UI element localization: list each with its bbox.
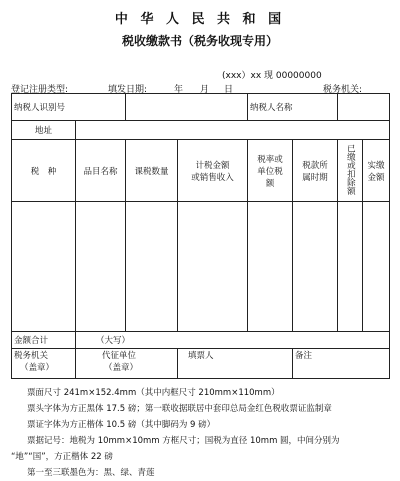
footer-line-4: 票据记号：地税为 10mm×10mm 方框尺寸；国税为直径 10mm 圆，中间分别为 xyxy=(27,436,340,446)
col-tax-period xyxy=(293,140,338,202)
footer-line-1: 票面尺寸 241m×152.4mm（其中内框尺寸 210mm×110mm） xyxy=(27,388,280,398)
total-amount-cell xyxy=(76,332,390,349)
col-actual-amount-line1: 实缴 xyxy=(367,160,385,171)
col-tax-rate-line2: 单位税 xyxy=(257,166,283,177)
cell-tax-quantity xyxy=(126,202,178,332)
footer-line-2: 票头字体为方正黑体 17.5 磅；第一联收据联居中套印总局金红色税收票证监制章 xyxy=(27,404,332,414)
issuer-cell xyxy=(178,349,293,379)
issuer-label: 填票人 xyxy=(188,351,214,361)
col-tax-rate xyxy=(248,140,293,202)
cell-item-name xyxy=(76,202,126,332)
month-label: 月 xyxy=(200,85,210,95)
col-taxable-amount-line1: 计税金额 xyxy=(195,160,230,171)
total-uppercase-label: （大写） xyxy=(96,336,131,346)
col-taxable-amount-line2: 或销售收入 xyxy=(191,172,234,183)
taxpayer-name-value xyxy=(338,94,390,121)
cell-tax-rate xyxy=(248,202,293,332)
year-label: 年 xyxy=(174,85,184,95)
taxpayer-name-label: 纳税人名称 xyxy=(248,94,338,121)
collecting-agent-line2: （盖章） xyxy=(104,363,139,373)
registration-type-label: 登记注册类型: xyxy=(11,85,69,95)
col-tax-rate-line1: 税率或 xyxy=(257,154,283,165)
col-tax-quantity: 课税数量 xyxy=(126,140,178,202)
col-actual-amount xyxy=(363,140,390,202)
total-label: 金额合计 xyxy=(12,332,76,349)
tax-authority-seal-line2: （盖章） xyxy=(20,363,55,373)
col-tax-period-line1: 税款所 xyxy=(302,160,328,171)
taxpayer-id-label: 纳税人识别号 xyxy=(12,94,126,121)
col-tax-period-line2: 属时期 xyxy=(302,172,328,183)
address-label: 地址 xyxy=(12,121,76,140)
col-tax-type: 税 种 xyxy=(12,140,76,202)
footer-line-6: 第一至三联墨色为：黑、绿、青莲 xyxy=(27,468,155,478)
cell-actual-amount xyxy=(363,202,390,332)
tax-payment-form xyxy=(11,93,390,379)
tax-authority-seal-cell xyxy=(12,349,76,379)
footer-line-5: “地”“国”，方正楷体 22 磅 xyxy=(11,452,113,462)
col-item-name: 品目名称 xyxy=(76,140,126,202)
remarks-label: 备注 xyxy=(295,351,313,361)
taxpayer-id-value xyxy=(126,94,248,121)
cell-taxable-amount xyxy=(178,202,248,332)
col-paid-deducted-text: 已缴或扣除额 xyxy=(345,143,356,195)
remarks-cell xyxy=(293,349,390,379)
collecting-agent-cell xyxy=(76,349,178,379)
country-title: 中 华 人 民 共 和 国 xyxy=(114,12,286,27)
col-actual-amount-line2: 金额 xyxy=(367,172,385,183)
fill-date-label: 填发日期: xyxy=(108,85,148,95)
col-taxable-amount xyxy=(178,140,248,202)
form-title: 税收缴款书（税务收现专用） xyxy=(121,34,278,48)
address-value xyxy=(76,121,390,140)
col-tax-rate-line3: 额 xyxy=(265,178,275,189)
cell-paid-deducted xyxy=(338,202,363,332)
cell-tax-type xyxy=(12,202,76,332)
tax-authority-label: 税务机关: xyxy=(323,85,363,95)
form-serial-number: (xxx）xx 现 00000000 xyxy=(222,71,322,81)
collecting-agent-line1: 代征单位 xyxy=(102,351,137,361)
col-paid-deducted xyxy=(338,140,363,202)
footer-line-3: 票证字体为方正楷体 10.5 磅（其中脚码为 9 磅） xyxy=(27,420,216,430)
day-label: 日 xyxy=(224,85,234,95)
cell-tax-period xyxy=(293,202,338,332)
tax-authority-seal-line1: 税务机关 xyxy=(14,351,49,361)
